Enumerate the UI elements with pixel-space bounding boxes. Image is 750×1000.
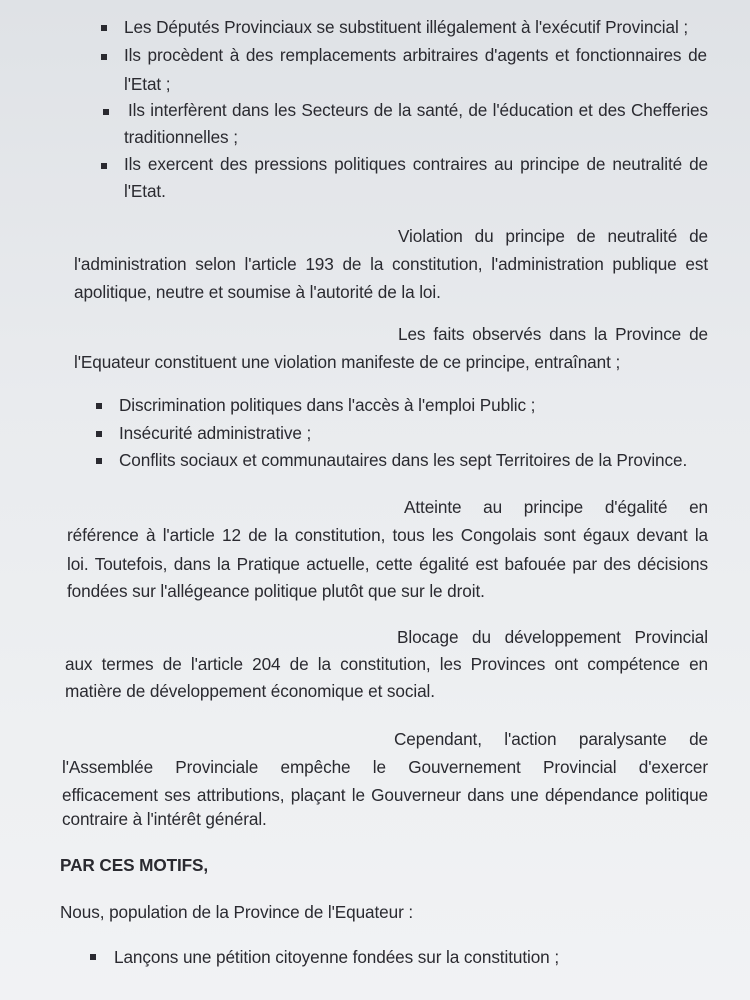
bullet-text: Conflits sociaux et communautaires dans les sept Territoires de la Province. xyxy=(119,450,688,470)
paragraph-line: Atteinte au principe d'égalité en xyxy=(404,497,708,517)
bullet-marker xyxy=(96,458,102,464)
motifs-heading: PAR CES MOTIFS, xyxy=(60,855,209,875)
bullet-marker xyxy=(96,431,102,437)
paragraph-line: Blocage du développement Provincial xyxy=(397,627,708,647)
bullet-text: Les Députés Provinciaux se substituent illégalement à l'exécutif Provincial ; xyxy=(124,17,689,37)
bullet-text-continued: traditionnelles ; xyxy=(124,127,238,147)
paragraph-line: aux termes de l'article 204 de la constitution, les Provinces ont compétence en xyxy=(65,654,708,674)
paragraph-line: l'Assemblée Provinciale empêche le Gouvernement Provincial d'exercer xyxy=(62,757,708,777)
paragraph-line: référence à l'article 12 de la constitution, tous les Congolais sont égaux devant la xyxy=(67,525,708,545)
paragraph-line: fondées sur l'allégeance politique plutôt que sur le droit. xyxy=(67,581,485,601)
bullet-text: Discrimination politiques dans l'accès à l'emploi Public ; xyxy=(119,395,536,415)
bullet-text-continued: l'Etat. xyxy=(124,181,166,201)
bullet-marker xyxy=(90,954,96,960)
paragraph-line: l'administration selon l'article 193 de la constitution, l'administration publique est xyxy=(74,254,708,274)
paragraph-line: l'Equateur constituent une violation manifeste de ce principe, entraînant ; xyxy=(74,352,621,372)
paragraph-line: contraire à l'intérêt général. xyxy=(62,809,267,829)
bullet-marker xyxy=(103,109,109,115)
bullet-text-continued: l'Etat ; xyxy=(124,74,171,94)
paragraph-line: matière de développement économique et social. xyxy=(65,681,435,701)
paragraph-line: Cependant, l'action paralysante de xyxy=(394,729,708,749)
bullet-marker xyxy=(101,25,107,31)
bullet-text: Ils interfèrent dans les Secteurs de la santé, de l'éducation et des Chefferies xyxy=(128,100,708,120)
bullet-marker xyxy=(101,163,107,169)
bullet-text: Lançons une pétition citoyenne fondées sur la constitution ; xyxy=(114,947,559,967)
paragraph-line: apolitique, neutre et soumise à l'autorité de la loi. xyxy=(74,282,441,302)
bullet-text: Insécurité administrative ; xyxy=(119,423,312,443)
bullet-text: Ils procèdent à des remplacements arbitraires d'agents et fonctionnaires de xyxy=(124,45,707,65)
paragraph-line: Violation du principe de neutralité de xyxy=(398,226,708,246)
bullet-marker xyxy=(101,54,107,60)
paragraph-line: efficacement ses attributions, plaçant le Gouverneur dans une dépendance politique xyxy=(62,785,708,805)
bullet-text: Ils exercent des pressions politiques contraires au principe de neutralité de xyxy=(124,154,708,174)
paragraph-line: loi. Toutefois, dans la Pratique actuelle, cette égalité est bafouée par des décisions xyxy=(67,554,708,574)
paragraph-line: Les faits observés dans la Province de xyxy=(398,324,708,344)
population-intro: Nous, population de la Province de l'Equateur : xyxy=(60,902,414,922)
bullet-marker xyxy=(96,403,102,409)
